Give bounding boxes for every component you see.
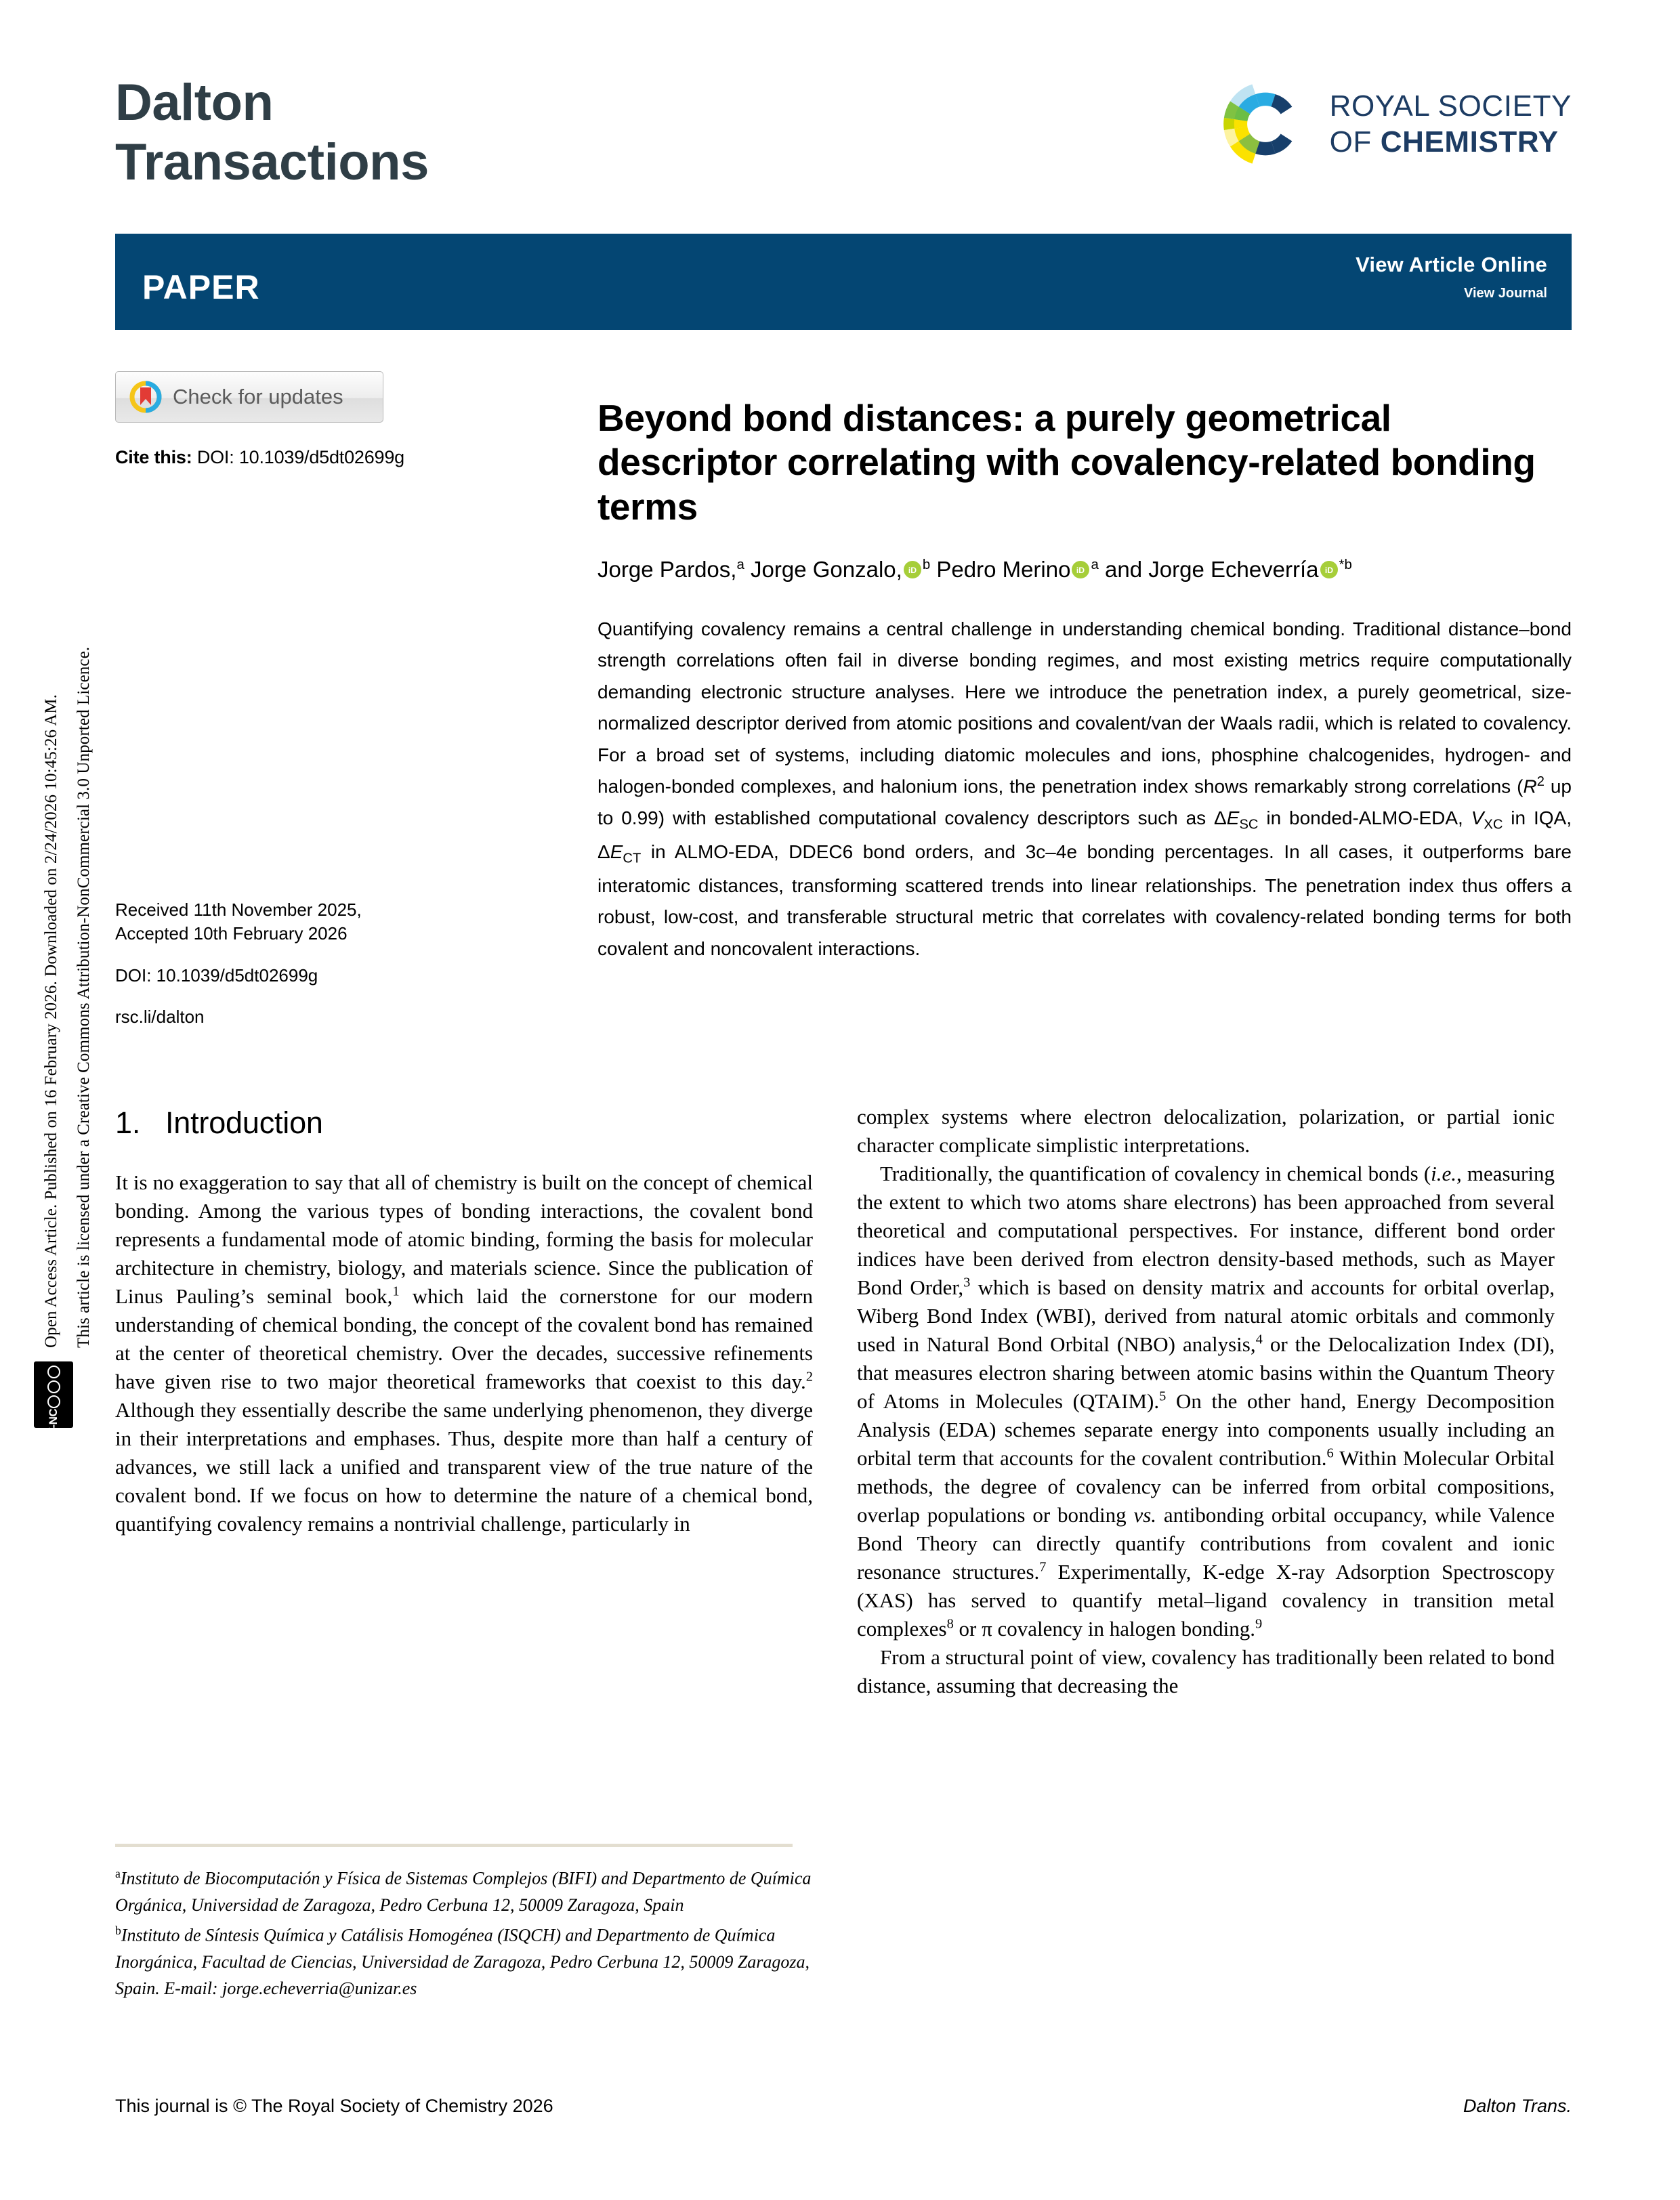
section-number: 1. — [115, 1105, 141, 1140]
rsc-c-mark-icon — [1219, 77, 1312, 171]
author-affiliation-marker: *b — [1339, 557, 1352, 573]
accepted-date: Accepted 10th February 2026 — [115, 923, 348, 944]
svg-text:iD: iD — [1324, 566, 1333, 576]
article-head-right — [597, 371, 1572, 965]
journal-title-line1: Dalton — [115, 74, 274, 131]
received-date: Received 11th November 2025, — [115, 900, 362, 920]
rsc-wordmark-line1: ROYAL SOCIETY — [1329, 89, 1572, 123]
affiliations-block — [115, 1844, 813, 2005]
section-title: Introduction — [165, 1105, 323, 1140]
affiliations-divider — [115, 1844, 793, 1847]
svg-text:iD: iD — [908, 566, 917, 576]
license-side-rail — [0, 0, 115, 2200]
article-dates-block — [115, 898, 467, 1029]
affiliation-item: $^a$Instituto de Biocomputación y Física de Sistemas Complejos (BIFI) and Departmento de Química Orgánica, Universidad de Zaragoza, Pedro Cerbuna 12, 50009 Zaragoza, Spain — [115, 1867, 812, 1916]
rsc-wordmark-line2: OF CHEMISTRY — [1329, 125, 1559, 158]
author-name[interactable]: Jorge Gonzalo, — [751, 557, 902, 583]
author-list — [597, 555, 1572, 585]
body-column-right — [857, 1103, 1555, 1700]
rsc-dalton-link[interactable]: rsc.li/dalton — [115, 1007, 205, 1028]
article-page — [115, 0, 1572, 2200]
copyright-line: This journal is © The Royal Society of Chemistry 2026 — [115, 2096, 553, 2116]
journal-title-line2: Transactions — [115, 133, 429, 192]
author-affiliation-marker: a — [1091, 557, 1099, 573]
check-for-updates-button[interactable] — [115, 371, 383, 423]
paper-label: PAPER — [142, 268, 260, 306]
license-notice: This article is licensed under a Creative Commons Attribution-NonCommercial 3.0 Unported Licence. — [75, 646, 93, 1348]
cc-icon — [47, 1366, 60, 1408]
cite-this: Cite this: DOI: 10.1039/d5dt02699g — [115, 447, 404, 467]
page-footer — [115, 2096, 1572, 2117]
paragraph: Traditionally, the quantification of covalency in chemical bonds (i.e., measuring the extent to which two atoms share electrons) has been approached from several theoretical and computational perspectives. For instance, different bond order indices have been derived from electron density-based methods, such as Mayer Bond Order,$^3$ which is based on density matrix and accounts for orbital overlap, Wiberg Bond Index (WBI), derived from natural atomic orbitals and commonly used in Natural Bond Orbital (NBO) analysis,$^4$ or the Delocalization Index (DI), that measures electron sharing between atomic basins within the Quantum Theory of Atoms in Molecules (QTAIM).$^5$ On the other hand, Energy Decomposition Analysis (EDA) schemes separate energy into components usually including an orbital term that accounts for the covalent contribution.$^6$ Within Molecular Orbital methods, the degree of covalency can be inferred from orbital compositions, overlap populations or bonding vs. antibonding orbital occupancy, while Valence Bond Theory can directly quantify contributions from covalent and ionic resonance structures.$^7$ Experimentally, K-edge X-ray Adsorption Spectroscopy (XAS) has served to quantify metal–ligand covalency in transition metal complexes$^8$ or π covalency in halogen bonding.$^9$ — [857, 1162, 1555, 1641]
orcid-icon[interactable] — [904, 561, 921, 578]
masthead — [115, 73, 1572, 215]
view-article-online-block[interactable] — [1356, 253, 1547, 301]
abstract: Quantifying covalency remains a central challenge in understanding chemical bonding. Traditional distance–bond strength correlations often fail in diverse bonding regimes, and most existing metrics require computationally demanding electronic structure analyses. Here we introduce the penetration index, a purely geometrical, size-normalized descriptor derived from atomic positions and covalent/van der Waals radii, which is related to covalency. For a broad set of systems, including diatomic molecules and ions, phosphine chalcogenides, hydrogen- and halogen-bonded complexes, and halonium ions, the penetration index shows remarkably strong correlations ($R^2$ up to 0.99) with established computational covalency descriptors such as $\Delta E_{SC}$ in bonded-ALMO-EDA, $V_{XC}$ in IQA, $\Delta E_{CT}$ in ALMO-EDA, DDEC6 bond orders, and 3c–4e bonding percentages. In all cases, it outperforms bare interatomic distances, transforming scattered trends into linear relationships. The penetration index thus offers a robust, low-cost, and transferable structural metric that correlates with covalency-related bonding terms for both covalent and noncovalent interactions. — [597, 618, 1572, 959]
view-article-online-link[interactable]: View Article Online — [1356, 253, 1547, 276]
journal-short-name: Dalton Trans. — [1463, 2096, 1572, 2116]
view-journal-link[interactable]: View Journal — [1463, 286, 1547, 301]
crossmark-icon — [129, 381, 162, 413]
author-name[interactable]: Pedro Merino — [936, 557, 1071, 583]
article-meta-left — [115, 371, 481, 468]
affiliation-item: $^b$Instituto de Síntesis Química y Catálisis Homogénea (ISQCH) and Departmento de Química Inorgánica, Facultad de Ciencias, Universidad de Zaragoza, Pedro Cerbuna 12, 50009 Zaragoza, Spain. E-mail: jorge.echeverria@unizar.es — [115, 1923, 810, 1999]
doi-line: DOI: 10.1039/d5dt02699g — [115, 965, 318, 986]
open-access-notice: Open Access Article. Published on 16 February 2026. Downloaded on 2/24/2026 10:45:26 AM. — [42, 694, 60, 1348]
orcid-icon[interactable] — [1320, 561, 1338, 578]
paragraph: complex systems where electron delocalization, polarization, or partial ionic character complicate simplistic interpretations. — [857, 1105, 1555, 1157]
body-column-left — [115, 1103, 813, 1538]
cc-badge-label: BY-NC — [47, 1408, 60, 1443]
author-name[interactable]: Jorge Pardos, — [597, 557, 737, 583]
rsc-wordmark — [1330, 91, 1572, 157]
received-accepted — [115, 898, 467, 946]
author-affiliation-marker: b — [922, 557, 931, 573]
orcid-icon[interactable] — [1072, 561, 1089, 578]
section-heading-introduction — [115, 1103, 813, 1144]
author-name[interactable]: and Jorge Echeverría — [1105, 557, 1319, 583]
paragraph: From a structural point of view, covalency has traditionally been related to bond distance, assuming that decreasing the — [857, 1645, 1555, 1697]
journal-title — [115, 73, 429, 192]
page-title: Beyond bond distances: a purely geometrical descriptor correlating with covalency-related bonding terms — [597, 396, 1536, 528]
svg-text:iD: iD — [1076, 566, 1085, 576]
author-affiliation-marker: a — [736, 557, 744, 573]
paper-type-banner — [115, 234, 1572, 330]
paragraph: It is no exaggeration to say that all of chemistry is built on the concept of chemical bonding. Among the various types of bonding interactions, the covalent bond represents a fundamental mode of atomic binding, forming the basis for molecular architecture in chemistry, biology, and materials science. Since the publication of Linus Pauling’s seminal book,$^1$ which laid the cornerstone for our modern understanding of chemical bonding, the concept of the covalent bond has remained at the center of theoretical chemistry. Over the decades, successive refinements have given rise to two major theoretical frameworks that coexist to this day.$^2$ Although they essentially describe the same underlying phenomenon, they diverge in their interpretations and emphases. Thus, despite more than half a century of advances, we still lack a unified and transparent view of the true nature of the covalent bond. If we focus on how to determine the nature of a chemical bond, quantifying covalency remains a nontrivial challenge, particularly in — [115, 1170, 813, 1536]
rsc-logo — [1219, 77, 1572, 171]
check-for-updates-label: Check for updates — [173, 385, 343, 408]
creative-commons-badge — [34, 1361, 73, 1443]
